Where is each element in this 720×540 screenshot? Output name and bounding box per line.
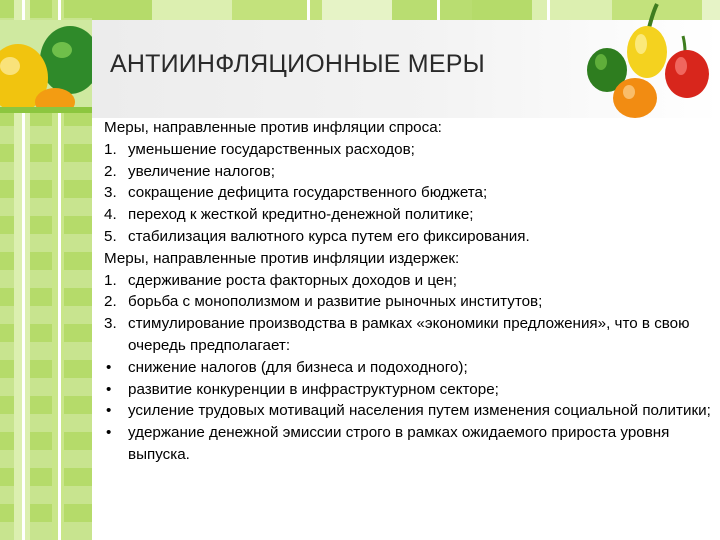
- list-marker: 5.: [104, 227, 117, 245]
- list-marker: 3.: [104, 184, 117, 202]
- list-marker: 1.: [104, 271, 117, 289]
- list-item: [104, 161, 712, 183]
- list-item: [104, 291, 712, 313]
- list-marker: 4.: [104, 206, 117, 224]
- accent-rule: [0, 107, 92, 113]
- bullet-item: [104, 357, 712, 379]
- list-marker: 1.: [104, 140, 117, 158]
- bullet-marker: •: [106, 402, 112, 420]
- bullet-marker: •: [106, 380, 112, 398]
- list-marker: 3.: [104, 315, 117, 333]
- list-item-text: переход к жесткой кредитно-денежной политике;: [128, 206, 474, 224]
- list-item-text: усиление трудовых мотиваций населения путем изменения социальной политики;: [128, 402, 711, 420]
- bullet-item: [104, 422, 712, 466]
- list-item-text: стабилизация валютного курса путем его фиксирования.: [128, 227, 530, 245]
- list-item: [104, 182, 712, 204]
- cost-heading: Меры, направленные против инфляции издержек:: [104, 249, 460, 267]
- list-item-text: снижение налогов (для бизнеса и подоходного);: [128, 358, 468, 376]
- slide-body: [104, 117, 712, 466]
- list-marker: 2.: [104, 293, 117, 311]
- slide-title: АНТИИНФЛЯЦИОННЫЕ МЕРЫ: [110, 50, 485, 78]
- list-item-text: уменьшение государственных расходов;: [128, 140, 415, 158]
- peppers-image: [585, 0, 720, 125]
- list-item-text: борьба с монополизмом и развитие рыночных институтов;: [128, 293, 543, 311]
- band-divider: [437, 0, 440, 20]
- fruits-illustration: [0, 20, 92, 107]
- bullet-item: [104, 400, 712, 422]
- list-item-text: сокращение дефицита государственного бюджета;: [128, 184, 488, 202]
- bullet-marker: •: [106, 424, 112, 442]
- band-divider: [307, 0, 310, 20]
- demand-list: [104, 139, 712, 248]
- list-item-text: развитие конкуренции в инфраструктурном секторе;: [128, 380, 499, 398]
- cost-list: [104, 270, 712, 466]
- bullet-item: [104, 379, 712, 401]
- list-item: [104, 226, 712, 248]
- bullet-marker: •: [106, 358, 112, 376]
- list-item: [104, 270, 712, 292]
- list-item: [104, 139, 712, 161]
- list-item: [104, 313, 712, 357]
- list-item-text: удержание денежной эмиссии строго в рамках ожидаемого прироста уровня выпуска.: [128, 424, 670, 463]
- demand-heading: Меры, направленные против инфляции спроса:: [104, 119, 442, 136]
- list-item: [104, 204, 712, 226]
- bell-peppers-illustration: [585, 0, 720, 125]
- list-marker: 2.: [104, 162, 117, 180]
- fruits-image: [0, 20, 92, 107]
- list-item-text: стимулирование производства в рамках «экономики предложения», что в свою очередь предполагает:: [128, 315, 690, 354]
- list-item-text: сдерживание роста факторных доходов и цен;: [128, 271, 457, 289]
- list-item-text: увеличение налогов;: [128, 162, 275, 180]
- band-divider: [547, 0, 550, 20]
